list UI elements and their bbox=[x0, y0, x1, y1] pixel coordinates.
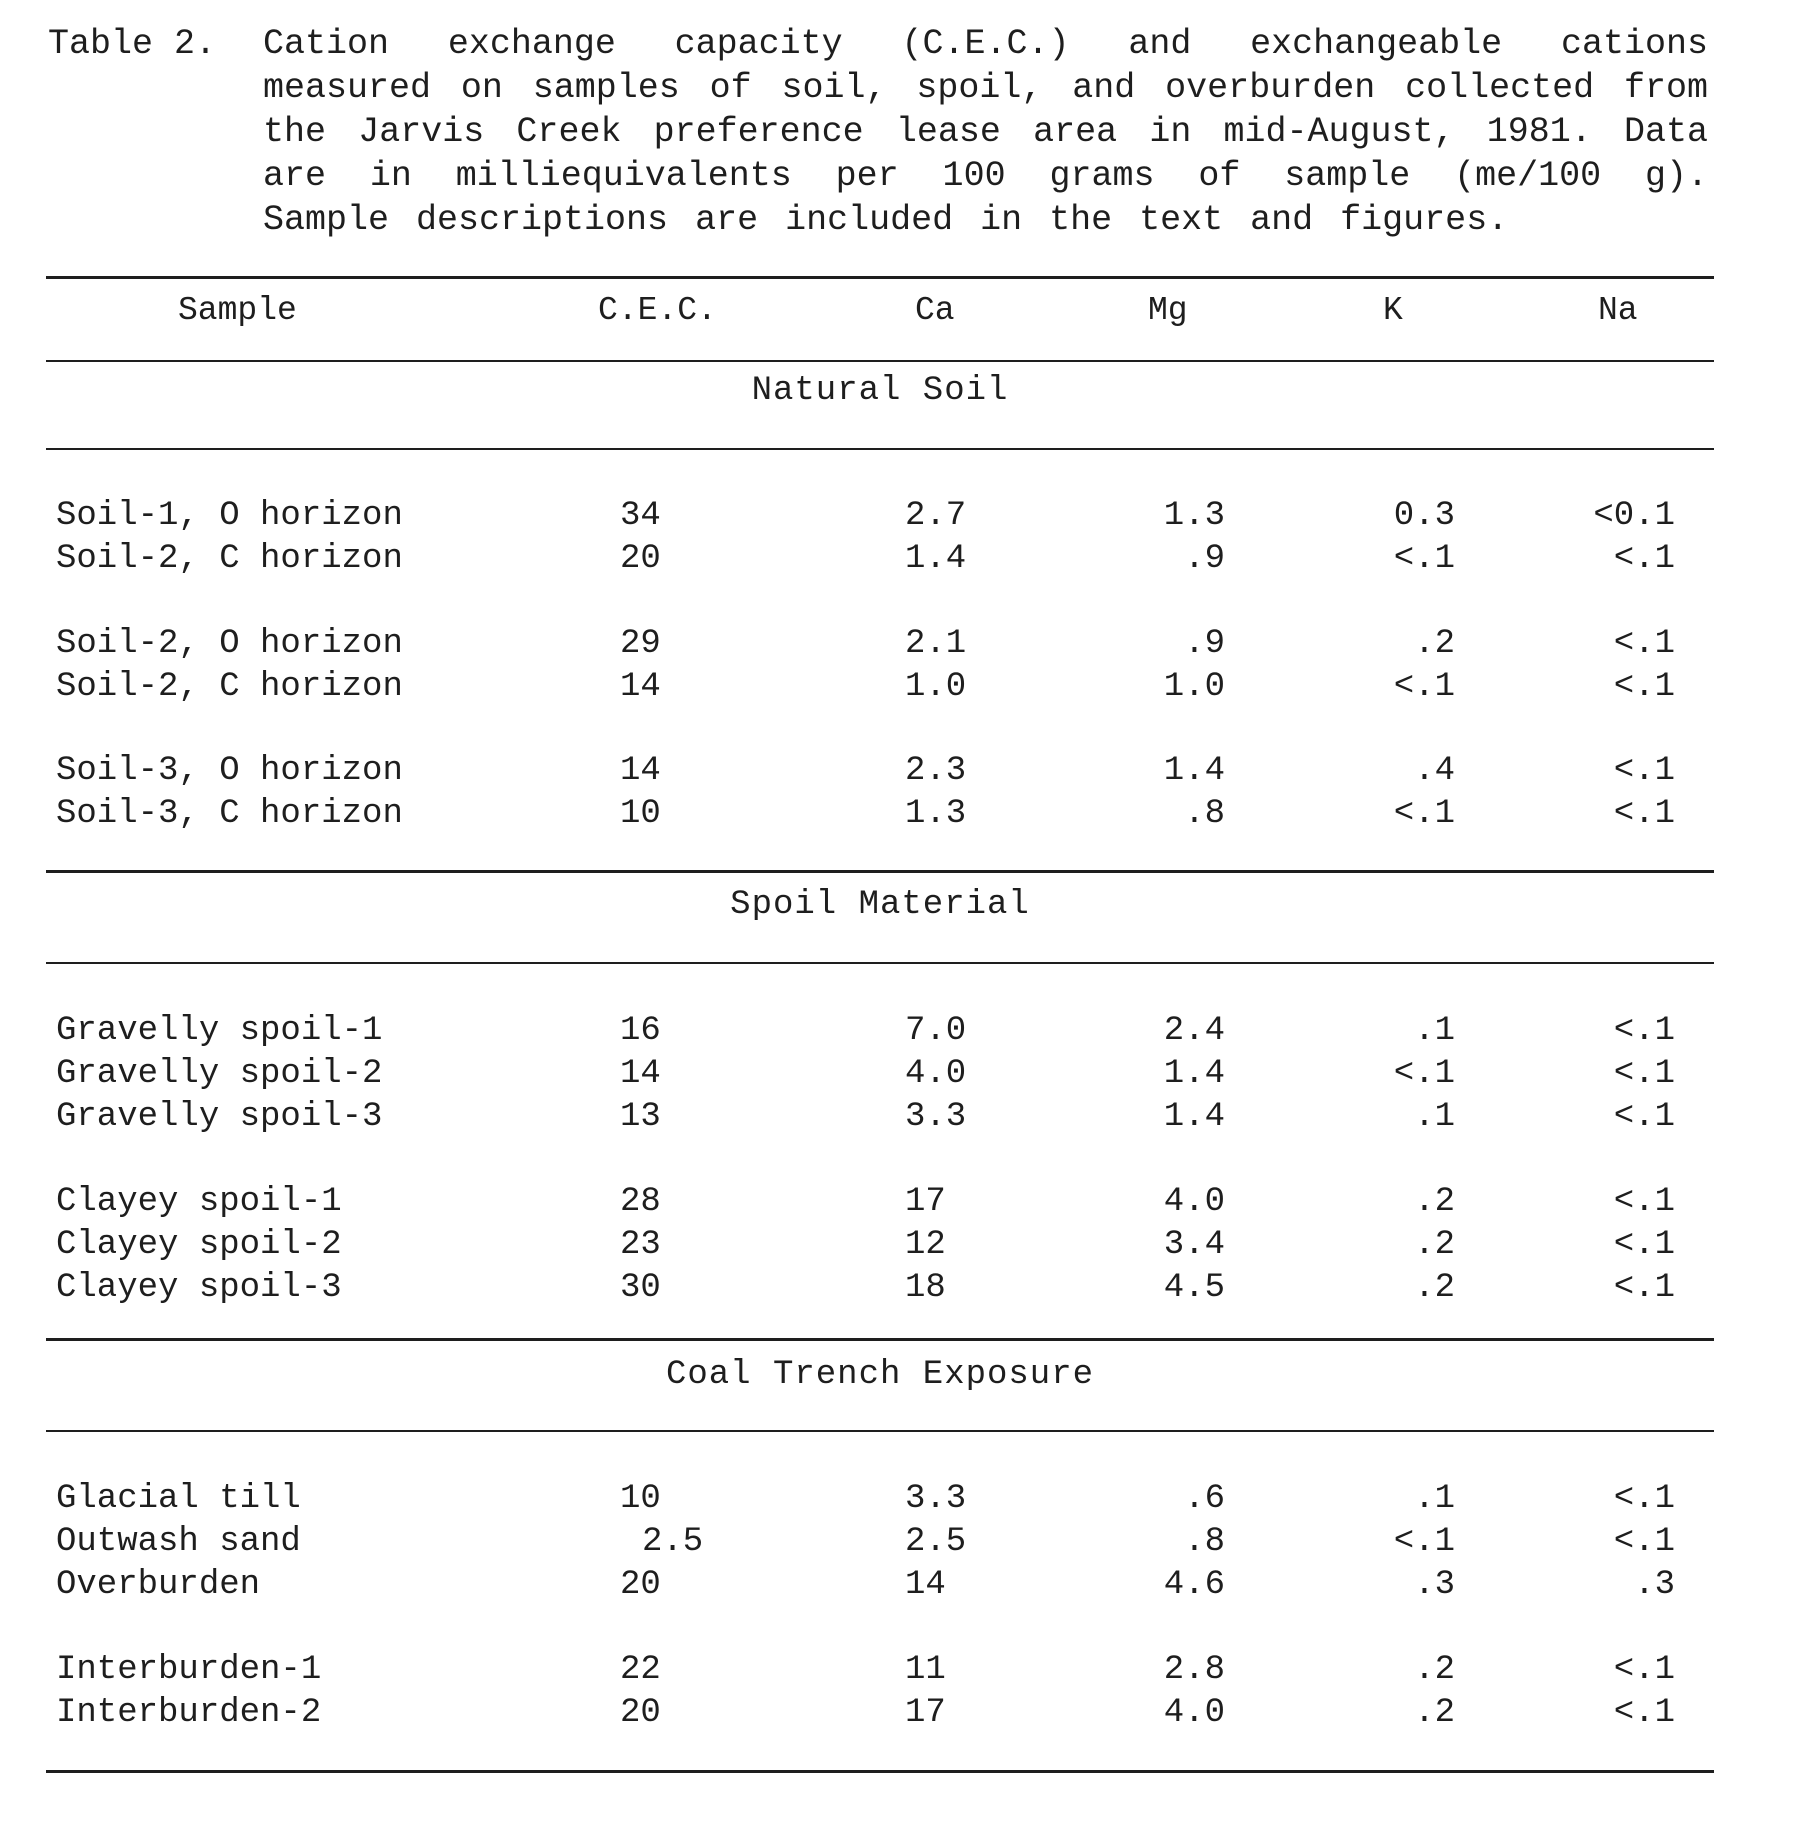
table-row bbox=[0, 752, 1800, 795]
cell-sample: Gravelly spoil-2 bbox=[56, 1055, 383, 1093]
cell-ca: 3.3 bbox=[905, 1098, 967, 1136]
header-mg: Mg bbox=[1148, 292, 1188, 329]
table-row bbox=[0, 497, 1800, 540]
cell-na: <.1 bbox=[1613, 1523, 1675, 1561]
table-bottom-rule bbox=[46, 1770, 1714, 1773]
cell-sample: Soil-2, O horizon bbox=[56, 625, 403, 663]
cell-na: <.1 bbox=[1613, 668, 1675, 706]
table-row bbox=[0, 795, 1800, 838]
cell-cec: 14 bbox=[620, 1055, 661, 1093]
cell-sample: Clayey spoil-1 bbox=[56, 1183, 342, 1221]
header-k: K bbox=[1383, 292, 1403, 329]
cell-sample: Glacial till bbox=[56, 1480, 301, 1518]
table-row bbox=[0, 1098, 1800, 1141]
cell-ca: 7.0 bbox=[905, 1012, 967, 1050]
table-row bbox=[0, 1566, 1800, 1609]
cell-na: <.1 bbox=[1613, 1226, 1675, 1264]
cell-cec: 20 bbox=[620, 540, 661, 578]
table-caption-text: Cation exchange capacity (C.E.C.) and exchangeable cations measured on samples of soil, spoil, and overburden collected from the Jarvis Creek preference lease area in mid-August, 1981. Data are in milliequivalents per 100 grams of sample (me/100 g). Sample descriptions are included in the text and figures. bbox=[263, 24, 1708, 240]
cell-ca: 3.3 bbox=[905, 1480, 967, 1518]
cell-ca: 2.5 bbox=[905, 1523, 967, 1561]
table-label: Table 2. bbox=[48, 24, 217, 64]
header-bottom-rule bbox=[46, 360, 1714, 362]
section-rule bbox=[46, 448, 1714, 450]
cell-ca: 1.3 bbox=[905, 795, 967, 833]
cell-sample: Soil-2, C horizon bbox=[56, 668, 403, 706]
table-row bbox=[0, 668, 1800, 711]
cell-k: .3 bbox=[1414, 1566, 1455, 1604]
cell-sample: Clayey spoil-3 bbox=[56, 1269, 342, 1307]
cell-mg: 1.4 bbox=[1163, 1055, 1225, 1093]
cell-cec: 13 bbox=[620, 1098, 661, 1136]
cell-na: <.1 bbox=[1613, 795, 1675, 833]
cell-na: <.1 bbox=[1613, 1694, 1675, 1732]
cell-mg: 4.0 bbox=[1163, 1694, 1225, 1732]
cell-cec: 28 bbox=[620, 1183, 661, 1221]
cell-ca: 14 bbox=[905, 1566, 946, 1604]
cell-cec: 20 bbox=[620, 1566, 661, 1604]
cell-sample: Outwash sand bbox=[56, 1523, 301, 1561]
cell-sample: Soil-3, O horizon bbox=[56, 752, 403, 790]
cell-mg: .8 bbox=[1184, 1523, 1225, 1561]
table-row bbox=[0, 625, 1800, 668]
cell-sample: Clayey spoil-2 bbox=[56, 1226, 342, 1264]
table-row bbox=[0, 1480, 1800, 1523]
cell-k: .2 bbox=[1414, 1694, 1455, 1732]
cell-ca: 18 bbox=[905, 1269, 946, 1307]
cell-mg: .9 bbox=[1184, 540, 1225, 578]
cell-sample: Interburden-2 bbox=[56, 1694, 322, 1732]
cell-cec: 20 bbox=[620, 1694, 661, 1732]
cell-mg: 1.0 bbox=[1163, 668, 1225, 706]
cell-na: <.1 bbox=[1613, 1269, 1675, 1307]
section-rule bbox=[46, 1338, 1714, 1341]
cell-sample: Gravelly spoil-1 bbox=[56, 1012, 383, 1050]
table-row bbox=[0, 540, 1800, 583]
cell-na: <.1 bbox=[1613, 1480, 1675, 1518]
cell-k: <.1 bbox=[1393, 668, 1455, 706]
section-title-coal-trench-exposure: Coal Trench Exposure bbox=[665, 1356, 1095, 1394]
table-row bbox=[0, 1012, 1800, 1055]
cell-cec: 10 bbox=[620, 795, 661, 833]
cell-k: .2 bbox=[1414, 1183, 1455, 1221]
table-row bbox=[0, 1183, 1800, 1226]
cell-na: <.1 bbox=[1613, 1183, 1675, 1221]
cell-mg: 1.4 bbox=[1163, 1098, 1225, 1136]
cell-ca: 2.7 bbox=[905, 497, 967, 535]
cell-mg: .9 bbox=[1184, 625, 1225, 663]
cell-na: <.1 bbox=[1613, 1651, 1675, 1689]
table-top-rule bbox=[46, 276, 1714, 279]
cell-sample: Soil-2, C horizon bbox=[56, 540, 403, 578]
cell-ca: 2.1 bbox=[905, 625, 967, 663]
cell-sample: Soil-1, O horizon bbox=[56, 497, 403, 535]
cell-cec: 10 bbox=[620, 1480, 661, 1518]
cell-ca: 17 bbox=[905, 1183, 946, 1221]
cell-k: .1 bbox=[1414, 1098, 1455, 1136]
cell-k: <.1 bbox=[1393, 795, 1455, 833]
cell-k: <.1 bbox=[1393, 540, 1455, 578]
cell-ca: 4.0 bbox=[905, 1055, 967, 1093]
cell-mg: 3.4 bbox=[1163, 1226, 1225, 1264]
cell-na: <.1 bbox=[1613, 752, 1675, 790]
cell-k: .2 bbox=[1414, 625, 1455, 663]
cell-sample: Gravelly spoil-3 bbox=[56, 1098, 383, 1136]
cell-mg: 4.5 bbox=[1163, 1269, 1225, 1307]
cell-na: <0.1 bbox=[1593, 497, 1675, 535]
cell-k: .4 bbox=[1414, 752, 1455, 790]
cell-cec: 16 bbox=[620, 1012, 661, 1050]
cell-sample: Overburden bbox=[56, 1566, 261, 1604]
cell-na: <.1 bbox=[1613, 1012, 1675, 1050]
cell-na: <.1 bbox=[1613, 540, 1675, 578]
section-rule bbox=[46, 962, 1714, 964]
cell-sample: Soil-3, C horizon bbox=[56, 795, 403, 833]
header-cec: C.E.C. bbox=[598, 292, 717, 329]
header-sample: Sample bbox=[178, 292, 297, 329]
section-title-spoil-material: Spoil Material bbox=[730, 886, 1030, 924]
table-caption bbox=[48, 22, 1708, 242]
cell-ca: 1.0 bbox=[905, 668, 967, 706]
cell-mg: .6 bbox=[1184, 1480, 1225, 1518]
cell-mg: 1.3 bbox=[1163, 497, 1225, 535]
cell-na: <.1 bbox=[1613, 1055, 1675, 1093]
cell-ca: 17 bbox=[905, 1694, 946, 1732]
header-na: Na bbox=[1598, 292, 1638, 329]
cell-mg: .8 bbox=[1184, 795, 1225, 833]
cell-cec: 23 bbox=[620, 1226, 661, 1264]
table-row bbox=[0, 1269, 1800, 1312]
cell-k: .2 bbox=[1414, 1269, 1455, 1307]
table-row bbox=[0, 1694, 1800, 1737]
cell-cec: 14 bbox=[620, 668, 661, 706]
table-row bbox=[0, 1523, 1800, 1566]
cell-k: 0.3 bbox=[1393, 497, 1455, 535]
cell-k: <.1 bbox=[1393, 1523, 1455, 1561]
section-title-natural-soil: Natural Soil bbox=[751, 372, 1009, 410]
cell-k: .1 bbox=[1414, 1012, 1455, 1050]
cell-na: <.1 bbox=[1613, 1098, 1675, 1136]
cell-ca: 1.4 bbox=[905, 540, 967, 578]
cell-cec: 29 bbox=[620, 625, 661, 663]
cell-ca: 12 bbox=[905, 1226, 946, 1264]
section-rule bbox=[46, 1430, 1714, 1432]
cell-cec: 14 bbox=[620, 752, 661, 790]
cell-k: .1 bbox=[1414, 1480, 1455, 1518]
cell-cec: 22 bbox=[620, 1651, 661, 1689]
cell-cec: 2.5 bbox=[642, 1523, 704, 1561]
cell-mg: 1.4 bbox=[1163, 752, 1225, 790]
table-row bbox=[0, 1651, 1800, 1694]
cell-ca: 2.3 bbox=[905, 752, 967, 790]
cell-na: <.1 bbox=[1613, 625, 1675, 663]
cell-mg: 4.6 bbox=[1163, 1566, 1225, 1604]
cell-mg: 4.0 bbox=[1163, 1183, 1225, 1221]
cell-k: <.1 bbox=[1393, 1055, 1455, 1093]
table-row bbox=[0, 1055, 1800, 1098]
cell-k: .2 bbox=[1414, 1226, 1455, 1264]
cell-sample: Interburden-1 bbox=[56, 1651, 322, 1689]
header-ca: Ca bbox=[915, 292, 955, 329]
cell-cec: 34 bbox=[620, 497, 661, 535]
cell-ca: 11 bbox=[905, 1651, 946, 1689]
table-row bbox=[0, 1226, 1800, 1269]
cell-mg: 2.8 bbox=[1163, 1651, 1225, 1689]
cell-na: .3 bbox=[1634, 1566, 1675, 1604]
cell-k: .2 bbox=[1414, 1651, 1455, 1689]
section-rule bbox=[46, 870, 1714, 873]
cell-mg: 2.4 bbox=[1163, 1012, 1225, 1050]
cell-cec: 30 bbox=[620, 1269, 661, 1307]
